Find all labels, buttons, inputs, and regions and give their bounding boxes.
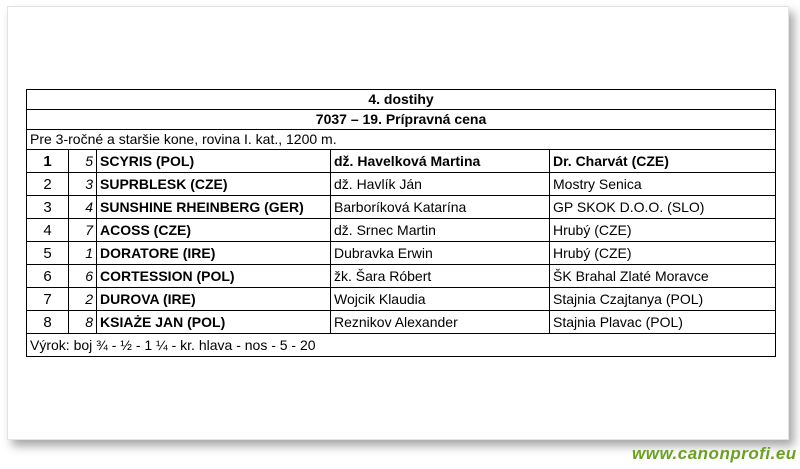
horse-number-cell: 7 <box>69 219 97 242</box>
table-row <box>27 311 776 334</box>
horse-number-cell: 3 <box>69 173 97 196</box>
owner-cell: Stajnia Plavac (POL) <box>550 311 776 334</box>
jockey-cell: žk. Šara Róbert <box>331 265 550 288</box>
table-row <box>27 265 776 288</box>
owner-cell: Mostry Senica <box>550 173 776 196</box>
watermark-text: www.canonprofi.eu <box>632 444 797 463</box>
place-cell: 1 <box>27 150 69 173</box>
horse-name-cell: DUROVA (IRE) <box>97 288 331 311</box>
jockey-cell: dž. Havlík Ján <box>331 173 550 196</box>
horse-name-cell: DORATORE (IRE) <box>97 242 331 265</box>
owner-cell: Dr. Charvát (CZE) <box>550 150 776 173</box>
owner-cell: Stajnia Czajtanya (POL) <box>550 288 776 311</box>
horse-name-cell: SUPRBLESK (CZE) <box>97 173 331 196</box>
horse-name-cell: SCYRIS (POL) <box>97 150 331 173</box>
horse-number-cell: 8 <box>69 311 97 334</box>
jockey-cell: Wojcik Klaudia <box>331 288 550 311</box>
jockey-cell: Barboríková Katarína <box>331 196 550 219</box>
place-cell: 6 <box>27 265 69 288</box>
horse-number-cell: 1 <box>69 242 97 265</box>
table-row <box>27 288 776 311</box>
table-row <box>27 196 776 219</box>
place-cell: 7 <box>27 288 69 311</box>
margins-row <box>27 334 776 357</box>
jockey-cell: Dubravka Erwin <box>331 242 550 265</box>
place-cell: 5 <box>27 242 69 265</box>
table-row <box>27 173 776 196</box>
owner-cell: Hrubý (CZE) <box>550 242 776 265</box>
jockey-cell: Reznikov Alexander <box>331 311 550 334</box>
horse-number-cell: 2 <box>69 288 97 311</box>
race-conditions-row <box>27 130 776 150</box>
table-row <box>27 150 776 173</box>
race-subtitle-row <box>27 110 776 130</box>
race-margins: Výrok: boj ¾ - ½ - 1 ¼ - kr. hlava - nos - 5 - 20 <box>27 334 776 357</box>
place-cell: 4 <box>27 219 69 242</box>
race-results-table <box>26 89 776 357</box>
race-title: 4. dostihy <box>27 90 776 110</box>
owner-cell: GP SKOK D.O.O. (SLO) <box>550 196 776 219</box>
place-cell: 2 <box>27 173 69 196</box>
owner-cell: Hrubý (CZE) <box>550 219 776 242</box>
horse-name-cell: KSIAŻE JAN (POL) <box>97 311 331 334</box>
race-conditions: Pre 3-ročné a staršie kone, rovina I. kat., 1200 m. <box>27 130 776 150</box>
horse-number-cell: 4 <box>69 196 97 219</box>
horse-name-cell: SUNSHINE RHEINBERG (GER) <box>97 196 331 219</box>
horse-name-cell: ACOSS (CZE) <box>97 219 331 242</box>
table-row <box>27 219 776 242</box>
jockey-cell: dž. Havelková Martina <box>331 150 550 173</box>
table-row <box>27 242 776 265</box>
horse-number-cell: 5 <box>69 150 97 173</box>
place-cell: 8 <box>27 311 69 334</box>
horse-name-cell: CORTESSION (POL) <box>97 265 331 288</box>
owner-cell: ŠK Brahal Zlaté Moravce <box>550 265 776 288</box>
race-title-row <box>27 90 776 110</box>
race-subtitle: 7037 – 19. Prípravná cena <box>27 110 776 130</box>
jockey-cell: dž. Srnec Martin <box>331 219 550 242</box>
horse-number-cell: 6 <box>69 265 97 288</box>
place-cell: 3 <box>27 196 69 219</box>
